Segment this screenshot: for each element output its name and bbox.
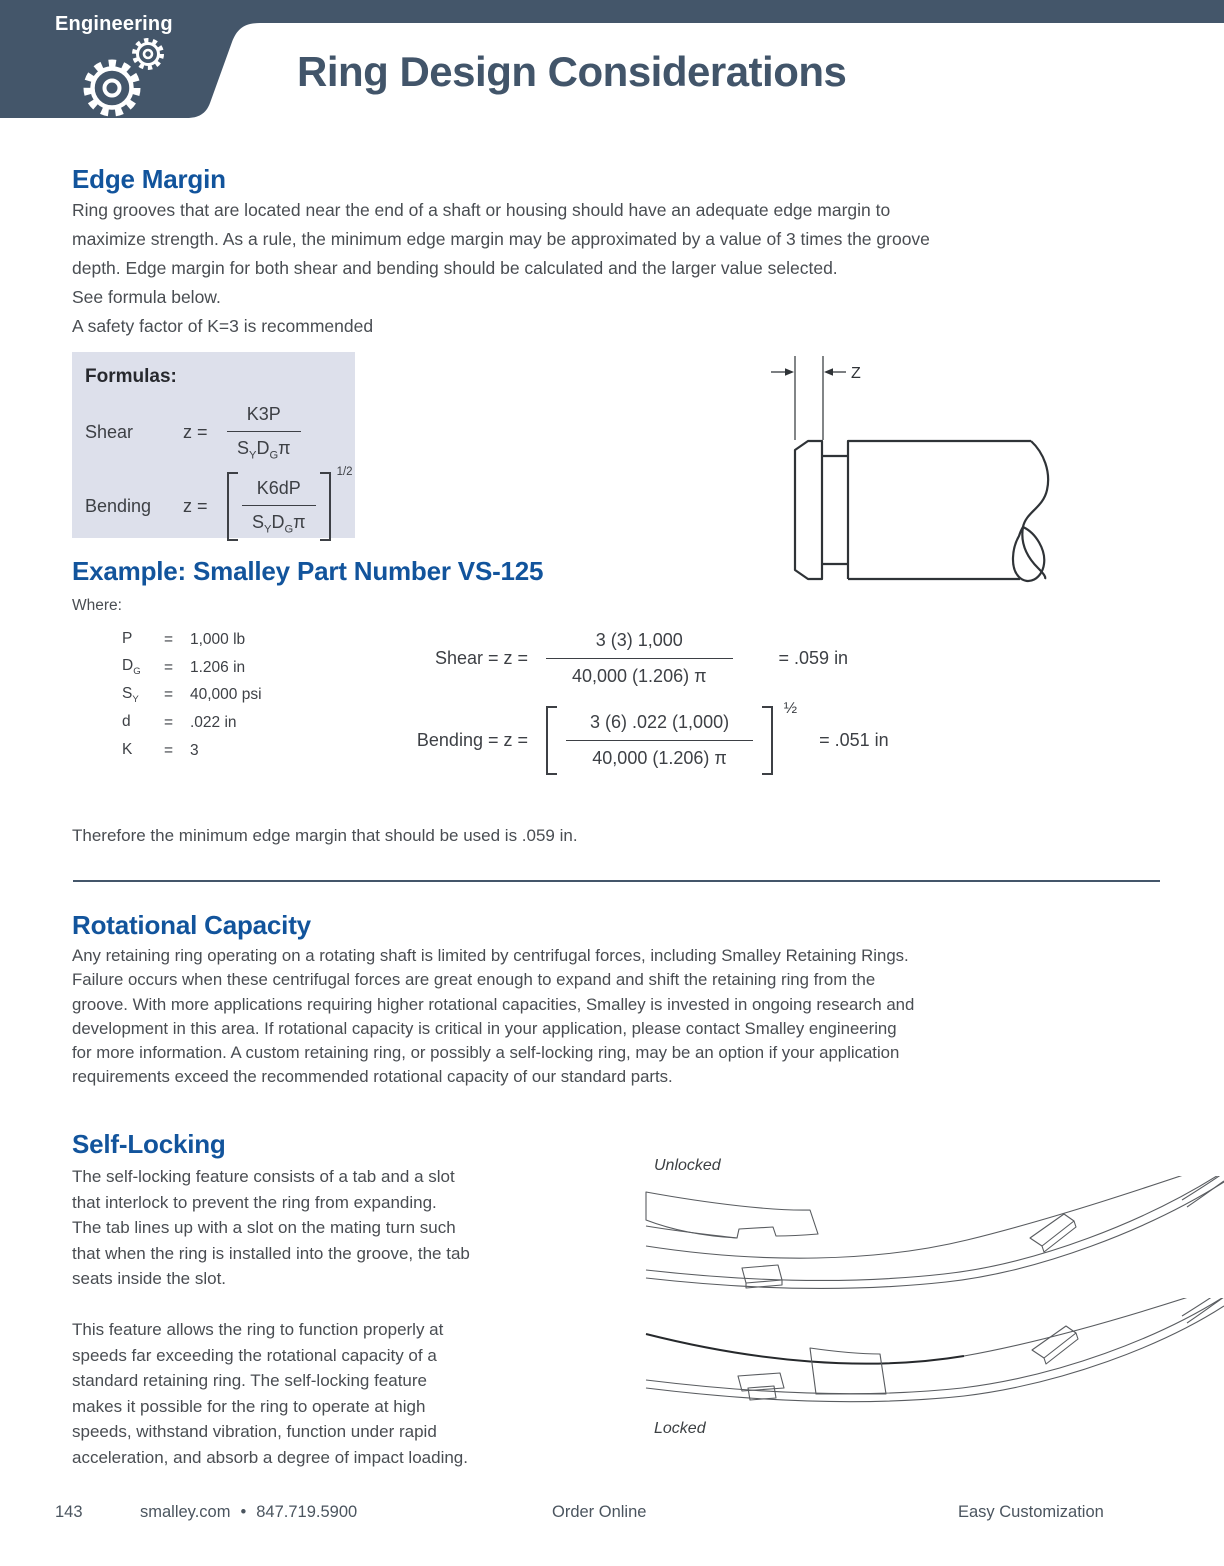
one-half-exponent: ½ (783, 700, 798, 717)
paragraph-line: This feature allows the ring to function properly at (72, 1320, 444, 1339)
self-locking-paragraph-1 (72, 1164, 470, 1292)
edge-margin-paragraph (72, 196, 930, 312)
unlocked-label: Unlocked (654, 1157, 721, 1174)
bending-calculation (388, 700, 889, 769)
paragraph-line: for more information. A custom retaining ring, or possibly a self-locking ring, may be an option if your application (72, 1043, 900, 1063)
self-locking-heading: Self-Locking (72, 1129, 226, 1159)
bending-formula (85, 465, 355, 536)
page-number: 143 (55, 1503, 83, 1521)
bending-result: = .051 in (819, 730, 889, 750)
z-equals: z = (183, 422, 208, 443)
paragraph-line: maximize strength. As a rule, the minimum edge margin may be approximated by a value of 3 times the groove (72, 229, 930, 249)
variable-row: P = 1,000 lb (122, 626, 262, 654)
paragraph-line: Any retaining ring operating on a rotating shaft is limited by centrifugal forces, including Smalley Retaining Rings. (72, 946, 909, 965)
var-symbol: P (122, 629, 133, 647)
shear-eq-label: Shear = z = (434, 648, 528, 668)
left-bracket (227, 472, 238, 542)
var-symbol: $S_Y$ (122, 685, 139, 706)
formulas-box (72, 352, 355, 538)
var-symbol: d (122, 712, 131, 730)
example-heading: Example: Smalley Part Number VS-125 (72, 556, 544, 586)
rotational-capacity-heading: Rotational Capacity (72, 910, 311, 940)
bending-eq-label: Bending = z = (416, 730, 528, 750)
paragraph-line: depth. Edge margin for both shear and bending should be calculated and the larger value selected. (72, 258, 838, 278)
bending-eq-brackets (546, 700, 798, 769)
paragraph-line: The self-locking feature consists of a tab and a slot (72, 1167, 455, 1186)
paragraph-line: Failure occurs when these centrifugal forces are great enough to expand and shift the retaining ring from the (72, 970, 876, 990)
edge-margin-heading: Edge Margin (72, 164, 226, 194)
variable-row: K = 3 (122, 737, 262, 765)
footer-contact (140, 1503, 357, 1522)
shear-numerator: K3P (246, 404, 281, 424)
footer-bullet: • (240, 1503, 247, 1521)
where-label: Where: (72, 597, 122, 614)
paragraph-line: that interlock to prevent the ring from expanding. (72, 1192, 437, 1212)
right-bracket (320, 472, 331, 542)
shear-result: = .059 in (778, 648, 849, 668)
shear-formula (85, 404, 355, 462)
shear-label: Shear (85, 422, 134, 443)
footer-order-online: Order Online (552, 1503, 647, 1521)
paragraph-line: Ring grooves that are located near the end of a shaft or housing should have an adequate edge margin to (72, 200, 891, 220)
page-title: Ring Design Considerations (297, 48, 847, 95)
gears-icon (72, 28, 202, 122)
var-symbol: K (122, 740, 133, 758)
shear-denominator: $S_YD_G\pi$ (227, 431, 301, 462)
bending-numerator: K6dP (256, 477, 301, 498)
footer-website: smalley.com (140, 1503, 231, 1521)
example-conclusion: Therefore the minimum edge margin that should be used is .059 in. (72, 826, 578, 845)
bending-fraction (242, 478, 316, 536)
shear-eq-denominator: 40,000 (1.206) π (546, 658, 733, 687)
variable-row: $D_G$ = 1.206 in (122, 657, 246, 678)
unlocked-ring-diagram (642, 1176, 1224, 1300)
z-dimension-label: Z (851, 365, 861, 382)
paragraph-line: makes it possible for the ring to operate at high (72, 1396, 426, 1416)
right-bracket (762, 706, 773, 775)
bending-eq-numerator: 3 (6) .022 (1,000) (590, 712, 730, 732)
paragraph-line: groove. With more applications requiring higher rotational capacities, Smalley is invested in ongoing research and (72, 994, 915, 1014)
self-locking-paragraph-2 (72, 1317, 468, 1470)
paragraph-line: speeds, withstand vibration, function under rapid (72, 1422, 437, 1441)
paragraph-line: speeds far exceeding the rotational capacity of a (72, 1345, 437, 1365)
locked-ring-diagram (642, 1298, 1224, 1418)
variables-list (122, 626, 262, 764)
rotational-capacity-paragraph (72, 944, 914, 1090)
bending-eq-fraction (564, 712, 755, 769)
bending-brackets (227, 465, 353, 536)
paragraph-line: development in this area. If rotational capacity is critical in your application, please contact Smalley engineering (72, 1018, 897, 1038)
paragraph-line: acceleration, and absorb a degree of impact loading. (72, 1447, 468, 1467)
var-value: .022 in (190, 713, 237, 731)
safety-factor-note: A safety factor of K=3 is recommended (72, 316, 374, 336)
header-eyebrow: Engineering (55, 13, 173, 35)
formulas-title: Formulas: (85, 366, 177, 387)
paragraph-line: that when the ring is installed into the groove, the tab (72, 1243, 470, 1263)
footer-easy-customization: Easy Customization (958, 1503, 1104, 1521)
shaft-edge-margin-diagram (758, 350, 1068, 595)
paragraph-line: The tab lines up with a slot on the mating turn such (72, 1218, 456, 1237)
bending-eq-denominator: 40,000 (1.206) π (566, 740, 753, 769)
section-divider (73, 880, 1160, 882)
paragraph-line: standard retaining ring. The self-locking feature (72, 1371, 427, 1390)
left-bracket (546, 706, 557, 775)
var-value: 1,000 lb (190, 630, 246, 648)
locked-label: Locked (654, 1420, 706, 1437)
paragraph-line: seats inside the slot. (72, 1269, 227, 1288)
paragraph-line: See formula below. (72, 287, 221, 307)
exponent: 1/2 (336, 465, 353, 478)
var-symbol: $D_G$ (122, 657, 141, 678)
var-value: 1.206 in (190, 658, 246, 676)
shear-eq-fraction (546, 630, 733, 687)
var-value: 40,000 psi (190, 686, 262, 704)
paragraph-line: requirements exceed the recommended rotational capacity of our standard parts. (72, 1067, 673, 1087)
shear-calculation (388, 630, 848, 687)
var-value: 3 (190, 741, 199, 759)
bending-denominator: $S_YD_G\pi$ (242, 505, 316, 536)
footer-phone: 847.719.5900 (256, 1503, 358, 1521)
variable-row: d = .022 in (122, 709, 262, 737)
z-equals: z = (183, 495, 208, 516)
variable-row: $S_Y$ = 40,000 psi (122, 685, 262, 706)
shear-fraction (227, 404, 301, 462)
shear-eq-numerator: 3 (3) 1,000 (595, 630, 683, 650)
bending-label: Bending (85, 495, 152, 516)
